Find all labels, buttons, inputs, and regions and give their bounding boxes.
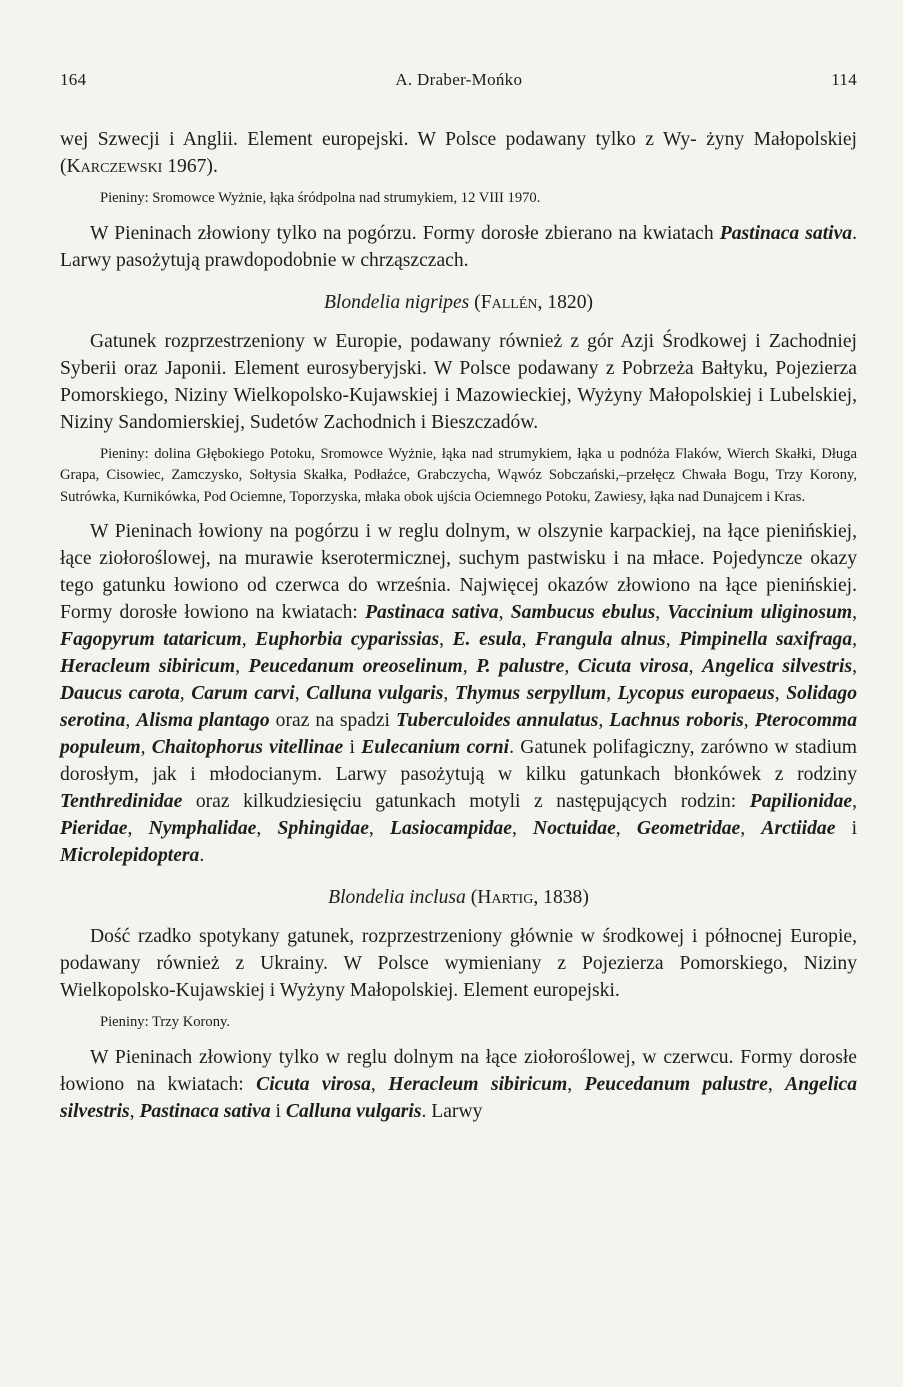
text-run: , <box>665 629 680 650</box>
text-run: . Larwy pasożytują prawdopodobnie w chrząszczach. <box>60 222 858 271</box>
text-run: oraz kilkudziesięciu gatunkach motyli z następujących rodzin: <box>182 791 750 812</box>
taxon-name: Sambucus ebulus <box>510 602 656 623</box>
cited-author: Karczewski <box>66 156 163 177</box>
taxon-name: Thymus serpyllum <box>454 683 607 704</box>
species-author: Fallén <box>480 291 538 313</box>
text-run: , <box>598 710 610 731</box>
taxon-name: Tenthredinidae <box>60 791 183 812</box>
taxon-name: Pastinaca sativa <box>139 1100 271 1122</box>
text-run: , <box>129 1100 140 1122</box>
text-run: . Gatunek polifagiczny, zarówno w stadium dorosłym, jak i młodocianym. Larwy pasożytują w kilku gatunkach błonkówek z rodziny <box>60 737 858 785</box>
paragraph <box>60 1044 857 1125</box>
species-author: Hartig <box>477 887 534 908</box>
taxon-name: Peucedanum oreoselinum <box>248 656 463 677</box>
taxon-name: Calluna vulgaris <box>285 1100 422 1122</box>
text-run: . <box>199 845 205 866</box>
text-run: , <box>852 656 858 677</box>
text-run: , <box>740 818 762 839</box>
taxon-name: Tuberculoides annulatus <box>395 710 599 731</box>
text-run: , <box>852 791 857 812</box>
taxon-name: Daucus carota <box>60 683 180 704</box>
paragraph-continued <box>60 126 857 180</box>
text-run: i <box>270 1100 286 1122</box>
text-run: , <box>443 683 455 704</box>
text-run: i <box>835 818 858 839</box>
taxon-name: Pastinaca sativa <box>365 602 499 623</box>
taxon-name: Euphorbia cyparissias <box>255 629 440 650</box>
locality-list: Pieniny: Sromowce Wyżnie, łąka śródpolna nad strumykiem, 12 VIII 1970. <box>100 190 541 206</box>
text-run: , <box>615 818 637 839</box>
species-year: , 1820) <box>537 291 594 313</box>
taxon-name: Noctuidae <box>533 818 616 839</box>
taxon-name: Carum carvi <box>191 683 295 704</box>
species-heading: Blondelia inclusa (Hartig, 1838) <box>328 887 589 908</box>
taxon-name: Lachnus roboris <box>609 710 744 731</box>
text-run: . Larwy <box>421 1100 483 1122</box>
text-run: , <box>688 656 703 677</box>
text-run: , <box>511 818 534 839</box>
text-run: i <box>343 737 362 758</box>
taxon-name: E. esula <box>452 629 522 650</box>
journal-number: 114 <box>831 70 857 89</box>
text-run: , <box>256 818 278 839</box>
taxon-name: Peucedanum palustre <box>584 1073 768 1095</box>
text-run: W Pieninach złowiony tylko na pogórzu. Formy dorosłe zbierano na kwiatach <box>90 222 720 244</box>
text-run: , <box>655 602 668 623</box>
taxon-name: Lycopus europaeus <box>617 683 775 704</box>
text-run: 1967). <box>162 156 218 177</box>
taxon-name: Microlepidoptera <box>60 845 200 866</box>
text-run: żyny Małopolskiej ( <box>60 129 857 177</box>
text-run: , <box>852 629 858 650</box>
taxon-name: Angelica silvestris <box>702 656 853 677</box>
taxon-name: Vaccinium uliginosum <box>667 602 853 623</box>
taxon-name: P. palustre <box>476 656 565 677</box>
text-run: , <box>140 737 152 758</box>
running-header <box>60 70 857 90</box>
taxon-name: Geometridae <box>636 818 741 839</box>
taxon-name: Arctiidae <box>761 818 836 839</box>
paragraph <box>60 518 857 869</box>
taxon-name: Fagopyrum tataricum <box>60 629 242 650</box>
taxon-name: Frangula alnus <box>535 629 666 650</box>
taxon-name: Pimpinella saxifraga <box>679 629 853 650</box>
text-run: oraz na spadzi <box>269 710 396 731</box>
text-run: , <box>462 656 477 677</box>
text-run: , <box>498 602 511 623</box>
page-number: 164 <box>60 70 87 89</box>
taxon-name: Alisma plantago <box>136 710 270 731</box>
text-run: , <box>439 629 453 650</box>
paragraph: Gatunek rozprzestrzeniony w Europie, podawany również z gór Azji Środkowej i Zachodniej Syberii oraz Japonii. Element eurosyberyjski. W Polsce podawany z Pobrzeża Bałtyku, Pojezierza Pomorskiego, Niziny Wielkopolsko-Kujawskiej i Mazowieckiej, Wyżyny Małopolskiej i Lubelskiej, Niziny Sandomierskiej, Sudetów Zachodnich i Bieszczadów. <box>60 330 857 433</box>
taxon-name: Pterocomma populeum <box>60 710 858 758</box>
taxon-name: Lasiocampidae <box>390 818 512 839</box>
text-run: , <box>368 818 391 839</box>
running-author: A. Draber-Mońko <box>395 70 523 89</box>
text-run: , <box>564 656 578 677</box>
plant-name: Pastinaca sativa <box>719 222 853 244</box>
taxon-name: Cicuta virosa <box>256 1073 371 1095</box>
text-run: , <box>125 710 137 731</box>
text-run: , <box>567 1073 585 1095</box>
text-run: W Pieninach łowiony na pogórzu i w reglu dolnym, w olszynie karpackiej, na łące pienińskiej, łące ziołoroślowej, na murawie kserotermicznej, suchym pastwisku i na młace. Pojedyncze okazy tego gatunku łowiono od czerwca do września. Najwięcej okazów złowiono na łące pienińskiej. Formy dorosłe łowiono na kwiatach: <box>60 521 857 623</box>
taxon-name: Cicuta virosa <box>577 656 689 677</box>
text-run: , <box>241 629 256 650</box>
taxon-name: Sphingidae <box>277 818 369 839</box>
paragraph <box>60 220 857 274</box>
text-run: W Pieninach złowiony tylko w reglu dolnym na łące ziołoroślowej, w czerwcu. Formy dorosłe łowiono na kwiatach: <box>60 1046 857 1095</box>
taxon-name: Heracleum sibiricum <box>60 656 236 677</box>
text-run: , <box>370 1073 389 1095</box>
taxon-name: Eulecanium corni <box>361 737 510 758</box>
text-run: , <box>606 683 618 704</box>
taxon-name: Heracleum sibiricum <box>388 1073 568 1095</box>
text-run: , <box>127 818 149 839</box>
species-name: Blondelia inclusa <box>328 887 466 908</box>
taxon-name: Papilionidae <box>749 791 853 812</box>
taxon-name: Nymphalidae <box>148 818 257 839</box>
text-run: , <box>743 710 755 731</box>
taxon-name: Pieridae <box>60 818 128 839</box>
locality-list: Pieniny: dolina Głębokiego Potoku, Sromowce Wyżnie, łąka nad strumykiem, łąka u podnóża Flaków, Wierch Skałki, Długa Grapa, Cisowiec, Zamczysko, Sołtysia Skałka, Podłaźce, Grabczycha, Wąwóz Sobczański,–przełęcz Chwała Bogu, Trzy Korony, Sutrówka, Kurnikówka, Pod Ociemne, Toporzyska, młaka obok ujścia Ociemnego Potoku, Zawiesy, łąka nad Dunajcem i Kras. <box>60 445 857 505</box>
species-heading: Blondelia nigripes (Fallén, 1820) <box>323 291 594 313</box>
text-run: , <box>235 656 249 677</box>
taxon-name: Angelica silvestris <box>60 1073 858 1122</box>
text-run: wej Szwecji i Anglii. Element europejski. W Polsce podawany tylko z Wy- <box>60 129 697 150</box>
text-run: , <box>521 629 536 650</box>
locality-list: Pieniny: Trzy Korony. <box>100 1014 231 1030</box>
text-run: , <box>294 683 307 704</box>
text-run: , <box>852 602 858 623</box>
taxon-name: Calluna vulgaris <box>306 683 444 704</box>
species-name: Blondelia nigripes <box>323 291 470 313</box>
species-year: , 1838) <box>533 887 589 908</box>
text-run: , <box>767 1073 786 1095</box>
taxon-name: Solidago serotina <box>60 683 858 731</box>
text-run: , <box>774 683 787 704</box>
paragraph: Dość rzadko spotykany gatunek, rozprzestrzeniony głównie w środkowej i północnej Europie, podawany również z Ukrainy. W Polsce wymieniany z Pojezierza Pomorskiego, Niziny Wielkopolsko-Kujawskiej i Wyżyny Małopolskiej. Element europejski. <box>60 926 857 1001</box>
taxon-name: Chaitophorus vitellinae <box>151 737 344 758</box>
text-run: , <box>179 683 192 704</box>
